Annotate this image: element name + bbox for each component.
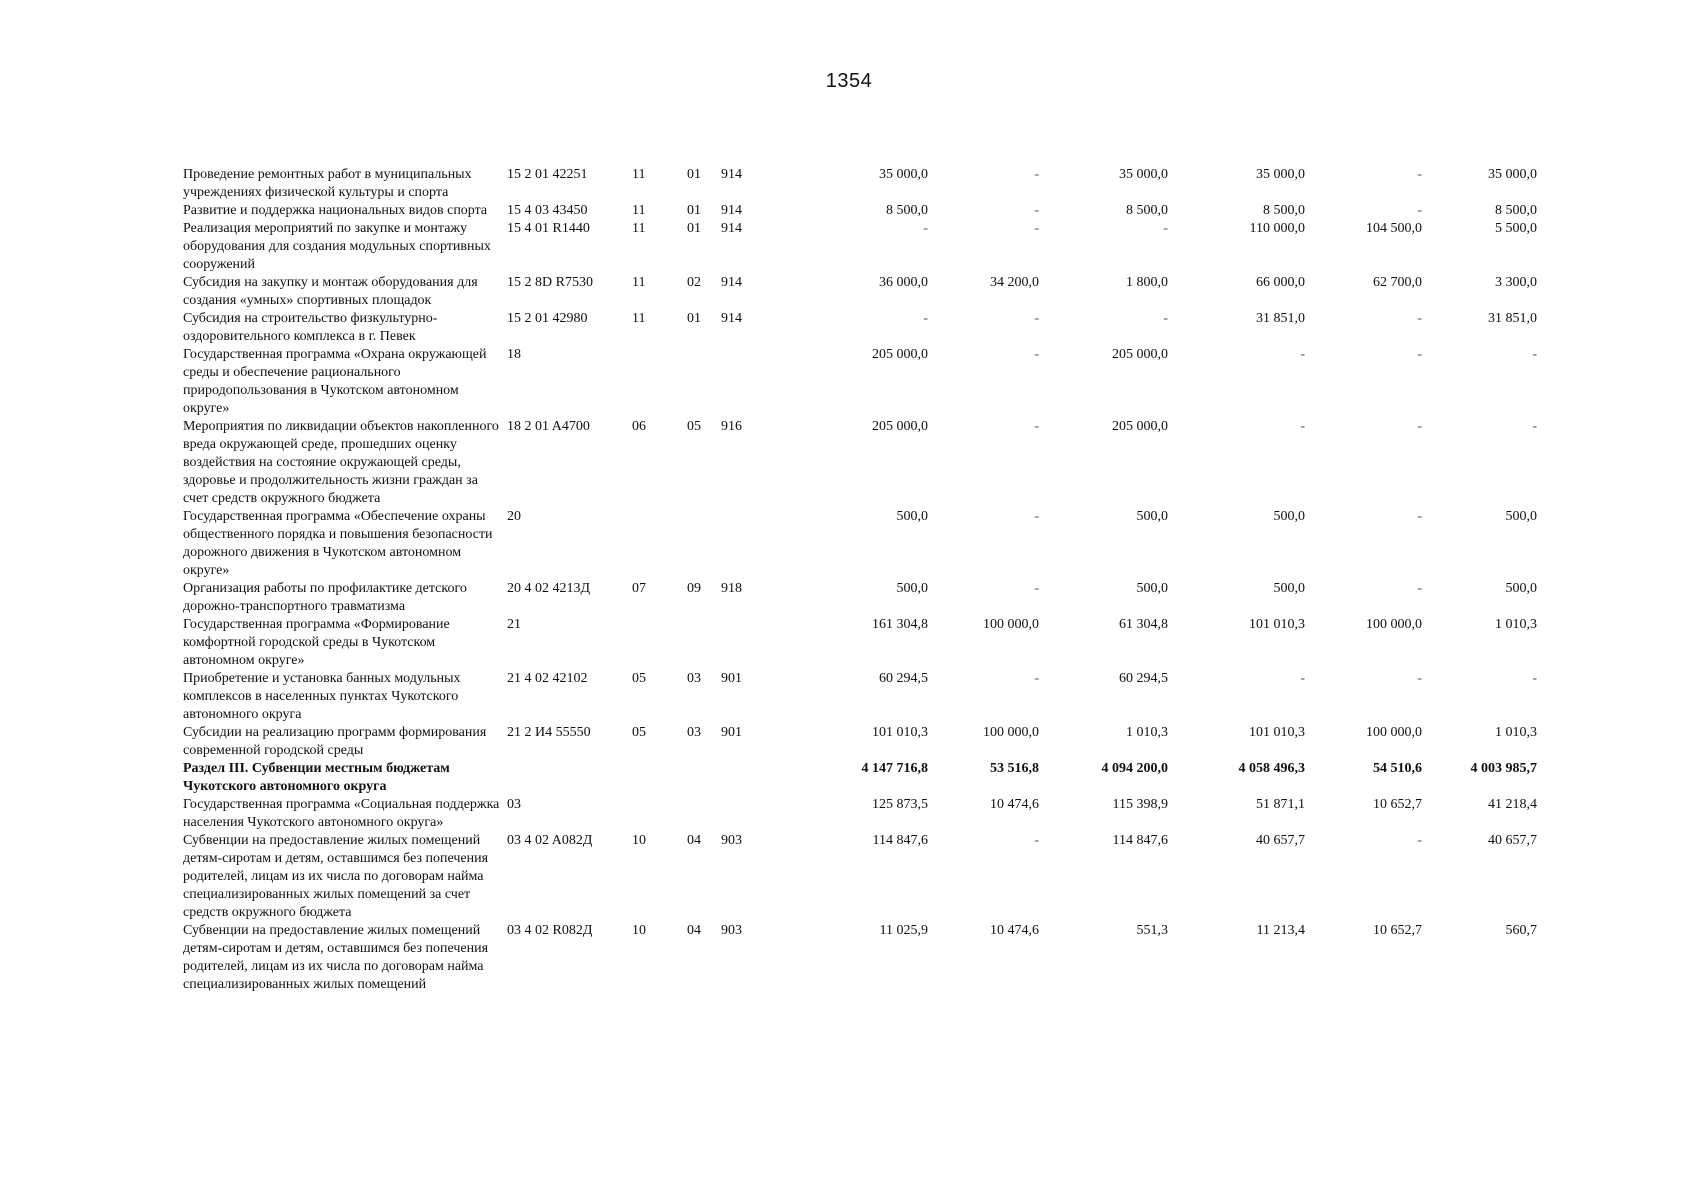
amount-total-y1: 11 025,9 <box>879 923 928 938</box>
item-name: Проведение ремонтных работ в муниципальных учреждениях физической культуры и спорта <box>183 167 472 200</box>
amount-regional-y1: 4 094 200,0 <box>1101 761 1168 776</box>
amount-regional-y2: 500,0 <box>1505 509 1537 524</box>
amount-total-y1: 205 000,0 <box>872 347 928 362</box>
admin-code <box>721 508 793 580</box>
amount-federal-y1: - <box>1034 671 1039 686</box>
table-row <box>183 922 1537 994</box>
amount-regional-y1: 551,3 <box>1136 923 1168 938</box>
amount-regional-y1: - <box>1163 221 1168 236</box>
subsection-code: 03 <box>687 725 701 740</box>
admin-code <box>721 346 793 418</box>
admin-code: 914 <box>721 221 742 236</box>
subsection-code <box>687 616 721 670</box>
item-name: Субсидия на строительство физкультурно-оздоровительного комплекса в г. Певек <box>183 311 438 344</box>
amount-regional-y1: 8 500,0 <box>1126 203 1168 218</box>
amount-federal-y1: - <box>1034 581 1039 596</box>
budget-code: 18 2 01 A4700 <box>507 419 590 434</box>
budget-code: 21 <box>507 617 521 632</box>
budget-code: 03 4 02 A082Д <box>507 833 593 848</box>
amount-federal-y1: 100 000,0 <box>983 617 1039 632</box>
subsection-code: 01 <box>687 203 701 218</box>
table-row <box>183 202 1537 220</box>
table-row <box>183 274 1537 310</box>
amount-total-y2: 51 871,1 <box>1256 797 1305 812</box>
table-row <box>183 724 1537 760</box>
amount-regional-y2: 1 010,3 <box>1495 617 1537 632</box>
amount-regional-y1: 1 800,0 <box>1126 275 1168 290</box>
section-code: 11 <box>632 203 646 218</box>
amount-total-y1: - <box>923 311 928 326</box>
amount-regional-y2: - <box>1532 347 1537 362</box>
table-row <box>183 310 1537 346</box>
amount-federal-y1: 100 000,0 <box>983 725 1039 740</box>
budget-code: 20 4 02 4213Д <box>507 581 591 596</box>
budget-code: 21 2 И4 55550 <box>507 725 591 740</box>
amount-federal-y1: - <box>1034 419 1039 434</box>
amount-federal-y2: - <box>1417 419 1422 434</box>
item-name: Мероприятия по ликвидации объектов накопленного вреда окружающей среде, прошедших оценку воздействия на состояние окружающей среды, здоровье и продолжительность жизни граждан за счет средств окружного бюджета <box>183 419 499 506</box>
amount-federal-y1: - <box>1034 347 1039 362</box>
amount-regional-y2: 35 000,0 <box>1488 167 1537 182</box>
section-code: 10 <box>632 833 646 848</box>
subsection-code <box>687 508 721 580</box>
budget-code: 15 2 01 42980 <box>507 311 588 326</box>
amount-regional-y2: 560,7 <box>1505 923 1537 938</box>
amount-federal-y2: - <box>1417 167 1422 182</box>
amount-federal-y2: - <box>1417 833 1422 848</box>
amount-total-y1: 36 000,0 <box>879 275 928 290</box>
amount-regional-y1: 60 294,5 <box>1119 671 1168 686</box>
budget-code: 15 4 01 R1440 <box>507 221 590 236</box>
budget-table <box>183 166 1537 994</box>
table-row <box>183 508 1537 580</box>
amount-total-y1: 35 000,0 <box>879 167 928 182</box>
amount-federal-y2: 100 000,0 <box>1366 725 1422 740</box>
amount-total-y2: 35 000,0 <box>1256 167 1305 182</box>
item-name: Субвенции на предоставление жилых помещений детям-сиротам и детям, оставшимся без попечения родителей, лицам из их числа по договорам найма специализированных жилых помещений <box>183 923 489 992</box>
subsection-code: 01 <box>687 167 701 182</box>
table-row <box>183 796 1537 832</box>
section-code: 05 <box>632 725 646 740</box>
section-code: 11 <box>632 167 646 182</box>
amount-regional-y1: 61 304,8 <box>1119 617 1168 632</box>
section-code: 11 <box>632 311 646 326</box>
budget-code: 15 2 8D R7530 <box>507 275 593 290</box>
section-code <box>632 616 687 670</box>
section-code: 07 <box>632 581 646 596</box>
item-name: Субвенции на предоставление жилых помещений детям-сиротам и детям, оставшимся без попечения родителей, лицам из их числа по договорам найма специализированных жилых помещений за счет средств окружного бюджета <box>183 833 489 920</box>
amount-regional-y2: 41 218,4 <box>1488 797 1537 812</box>
amount-total-y2: 66 000,0 <box>1256 275 1305 290</box>
table-row <box>183 832 1537 922</box>
amount-total-y2: 500,0 <box>1273 581 1305 596</box>
section-code <box>632 346 687 418</box>
item-name: Раздел III. Субвенции местным бюджетам Чукотского автономного округа <box>183 761 450 794</box>
admin-code <box>721 796 793 832</box>
budget-code <box>506 760 632 796</box>
amount-federal-y2: 62 700,0 <box>1373 275 1422 290</box>
amount-federal-y1: - <box>1034 221 1039 236</box>
admin-code <box>721 760 793 796</box>
budget-code: 15 4 03 43450 <box>507 203 588 218</box>
item-name: Субсидии на реализацию программ формирования современной городской среды <box>183 725 487 758</box>
table-row <box>183 616 1537 670</box>
amount-total-y2: 31 851,0 <box>1256 311 1305 326</box>
section-code <box>632 796 687 832</box>
amount-total-y2: 101 010,3 <box>1249 725 1305 740</box>
amount-total-y2: 110 000,0 <box>1249 221 1305 236</box>
amount-total-y1: 205 000,0 <box>872 419 928 434</box>
amount-regional-y2: - <box>1532 671 1537 686</box>
amount-federal-y1: 10 474,6 <box>990 797 1039 812</box>
item-name: Субсидия на закупку и монтаж оборудования для создания «умных» спортивных площадок <box>183 275 478 308</box>
amount-federal-y1: 53 516,8 <box>990 761 1039 776</box>
budget-code: 18 <box>507 347 521 362</box>
amount-federal-y2: - <box>1417 203 1422 218</box>
page-number: 1354 <box>825 70 873 92</box>
amount-regional-y2: 8 500,0 <box>1495 203 1537 218</box>
amount-regional-y2: 500,0 <box>1505 581 1537 596</box>
amount-total-y1: 500,0 <box>896 581 928 596</box>
amount-federal-y2: - <box>1417 581 1422 596</box>
amount-total-y1: 500,0 <box>896 509 928 524</box>
subsection-code <box>687 796 721 832</box>
amount-federal-y2: - <box>1417 671 1422 686</box>
amount-regional-y2: 5 500,0 <box>1495 221 1537 236</box>
amount-regional-y2: 40 657,7 <box>1488 833 1537 848</box>
amount-federal-y1: - <box>1034 833 1039 848</box>
subsection-code: 09 <box>687 581 701 596</box>
amount-total-y1: 8 500,0 <box>886 203 928 218</box>
amount-regional-y2: 31 851,0 <box>1488 311 1537 326</box>
amount-regional-y2: 1 010,3 <box>1495 725 1537 740</box>
budget-code: 15 2 01 42251 <box>507 167 588 182</box>
admin-code: 914 <box>721 311 742 326</box>
amount-federal-y2: 10 652,7 <box>1373 797 1422 812</box>
amount-total-y1: 4 147 716,8 <box>861 761 928 776</box>
amount-federal-y1: - <box>1034 509 1039 524</box>
admin-code: 903 <box>721 833 742 848</box>
section-code: 11 <box>632 275 646 290</box>
item-name: Государственная программа «Охрана окружающей среды и обеспечение рационального природопользования в Чукотском автономном округе» <box>183 347 487 416</box>
budget-code: 03 4 02 R082Д <box>507 923 593 938</box>
amount-regional-y2: 4 003 985,7 <box>1470 761 1537 776</box>
subsection-code: 05 <box>687 419 701 434</box>
admin-code: 914 <box>721 203 742 218</box>
amount-regional-y1: 500,0 <box>1136 509 1168 524</box>
admin-code: 903 <box>721 923 742 938</box>
table-row <box>183 220 1537 274</box>
item-name: Государственная программа «Формирование комфортной городской среды в Чукотском автономном округе» <box>183 617 450 668</box>
admin-code: 901 <box>721 725 742 740</box>
table-row <box>183 580 1537 616</box>
amount-federal-y2: - <box>1417 311 1422 326</box>
budget-code: 03 <box>507 797 521 812</box>
amount-total-y1: - <box>923 221 928 236</box>
amount-federal-y2: 100 000,0 <box>1366 617 1422 632</box>
amount-federal-y2: 54 510,6 <box>1373 761 1422 776</box>
amount-federal-y2: - <box>1417 509 1422 524</box>
section-code: 10 <box>632 923 646 938</box>
amount-regional-y1: 115 398,9 <box>1112 797 1168 812</box>
admin-code: 918 <box>721 581 742 596</box>
amount-total-y1: 114 847,6 <box>872 833 928 848</box>
subsection-code: 03 <box>687 671 701 686</box>
item-name: Государственная программа «Обеспечение охраны общественного порядка и повышения безопасности дорожного движения в Чукотском автономном округе» <box>183 509 493 578</box>
section-code: 06 <box>632 419 646 434</box>
table-row <box>183 418 1537 508</box>
item-name: Приобретение и установка банных модульных комплексов в населенных пунктах Чукотского автономного округа <box>183 671 461 722</box>
amount-total-y2: 101 010,3 <box>1249 617 1305 632</box>
amount-regional-y2: 3 300,0 <box>1495 275 1537 290</box>
admin-code: 901 <box>721 671 742 686</box>
section-code: 11 <box>632 221 646 236</box>
amount-regional-y1: - <box>1163 311 1168 326</box>
table-body <box>183 166 1537 994</box>
amount-total-y1: 60 294,5 <box>879 671 928 686</box>
item-name: Развитие и поддержка национальных видов спорта <box>183 203 488 218</box>
subsection-code: 04 <box>687 923 701 938</box>
table-row <box>183 166 1537 202</box>
amount-federal-y1: 34 200,0 <box>990 275 1039 290</box>
amount-total-y2: - <box>1300 347 1305 362</box>
amount-total-y1: 125 873,5 <box>872 797 928 812</box>
table-row <box>183 346 1537 418</box>
amount-federal-y2: 10 652,7 <box>1373 923 1422 938</box>
amount-federal-y1: - <box>1034 203 1039 218</box>
section-code <box>632 760 687 796</box>
table-row <box>183 670 1537 724</box>
amount-regional-y1: 35 000,0 <box>1119 167 1168 182</box>
amount-total-y2: 40 657,7 <box>1256 833 1305 848</box>
subsection-code <box>687 346 721 418</box>
amount-federal-y1: - <box>1034 311 1039 326</box>
amount-federal-y2: - <box>1417 347 1422 362</box>
amount-total-y2: - <box>1300 419 1305 434</box>
subsection-code: 04 <box>687 833 701 848</box>
amount-regional-y1: 114 847,6 <box>1112 833 1168 848</box>
section-code <box>632 508 687 580</box>
item-name: Государственная программа «Социальная поддержка населения Чукотского автономного округа» <box>183 797 500 830</box>
amount-total-y1: 101 010,3 <box>872 725 928 740</box>
admin-code: 914 <box>721 275 742 290</box>
amount-regional-y2: - <box>1532 419 1537 434</box>
amount-federal-y2: 104 500,0 <box>1366 221 1422 236</box>
amount-total-y2: 4 058 496,3 <box>1238 761 1305 776</box>
amount-federal-y1: - <box>1034 167 1039 182</box>
subsection-code: 01 <box>687 311 701 326</box>
admin-code: 916 <box>721 419 742 434</box>
amount-regional-y1: 1 010,3 <box>1126 725 1168 740</box>
section-code: 05 <box>632 671 646 686</box>
subsection-code: 01 <box>687 221 701 236</box>
amount-regional-y1: 205 000,0 <box>1112 419 1168 434</box>
amount-total-y1: 161 304,8 <box>872 617 928 632</box>
amount-regional-y1: 500,0 <box>1136 581 1168 596</box>
amount-federal-y1: 10 474,6 <box>990 923 1039 938</box>
table-row <box>183 760 1537 796</box>
admin-code: 914 <box>721 167 742 182</box>
amount-total-y2: 8 500,0 <box>1263 203 1305 218</box>
item-name: Реализация мероприятий по закупке и монтажу оборудования для создания модульных спортивных сооружений <box>183 221 491 272</box>
item-name: Организация работы по профилактике детского дорожно-транспортного травматизма <box>183 581 467 614</box>
amount-regional-y1: 205 000,0 <box>1112 347 1168 362</box>
subsection-code: 02 <box>687 275 701 290</box>
amount-total-y2: 500,0 <box>1273 509 1305 524</box>
admin-code <box>721 616 793 670</box>
amount-total-y2: 11 213,4 <box>1256 923 1305 938</box>
budget-code: 20 <box>507 509 521 524</box>
subsection-code <box>687 760 721 796</box>
amount-total-y2: - <box>1300 671 1305 686</box>
budget-code: 21 4 02 42102 <box>507 671 588 686</box>
